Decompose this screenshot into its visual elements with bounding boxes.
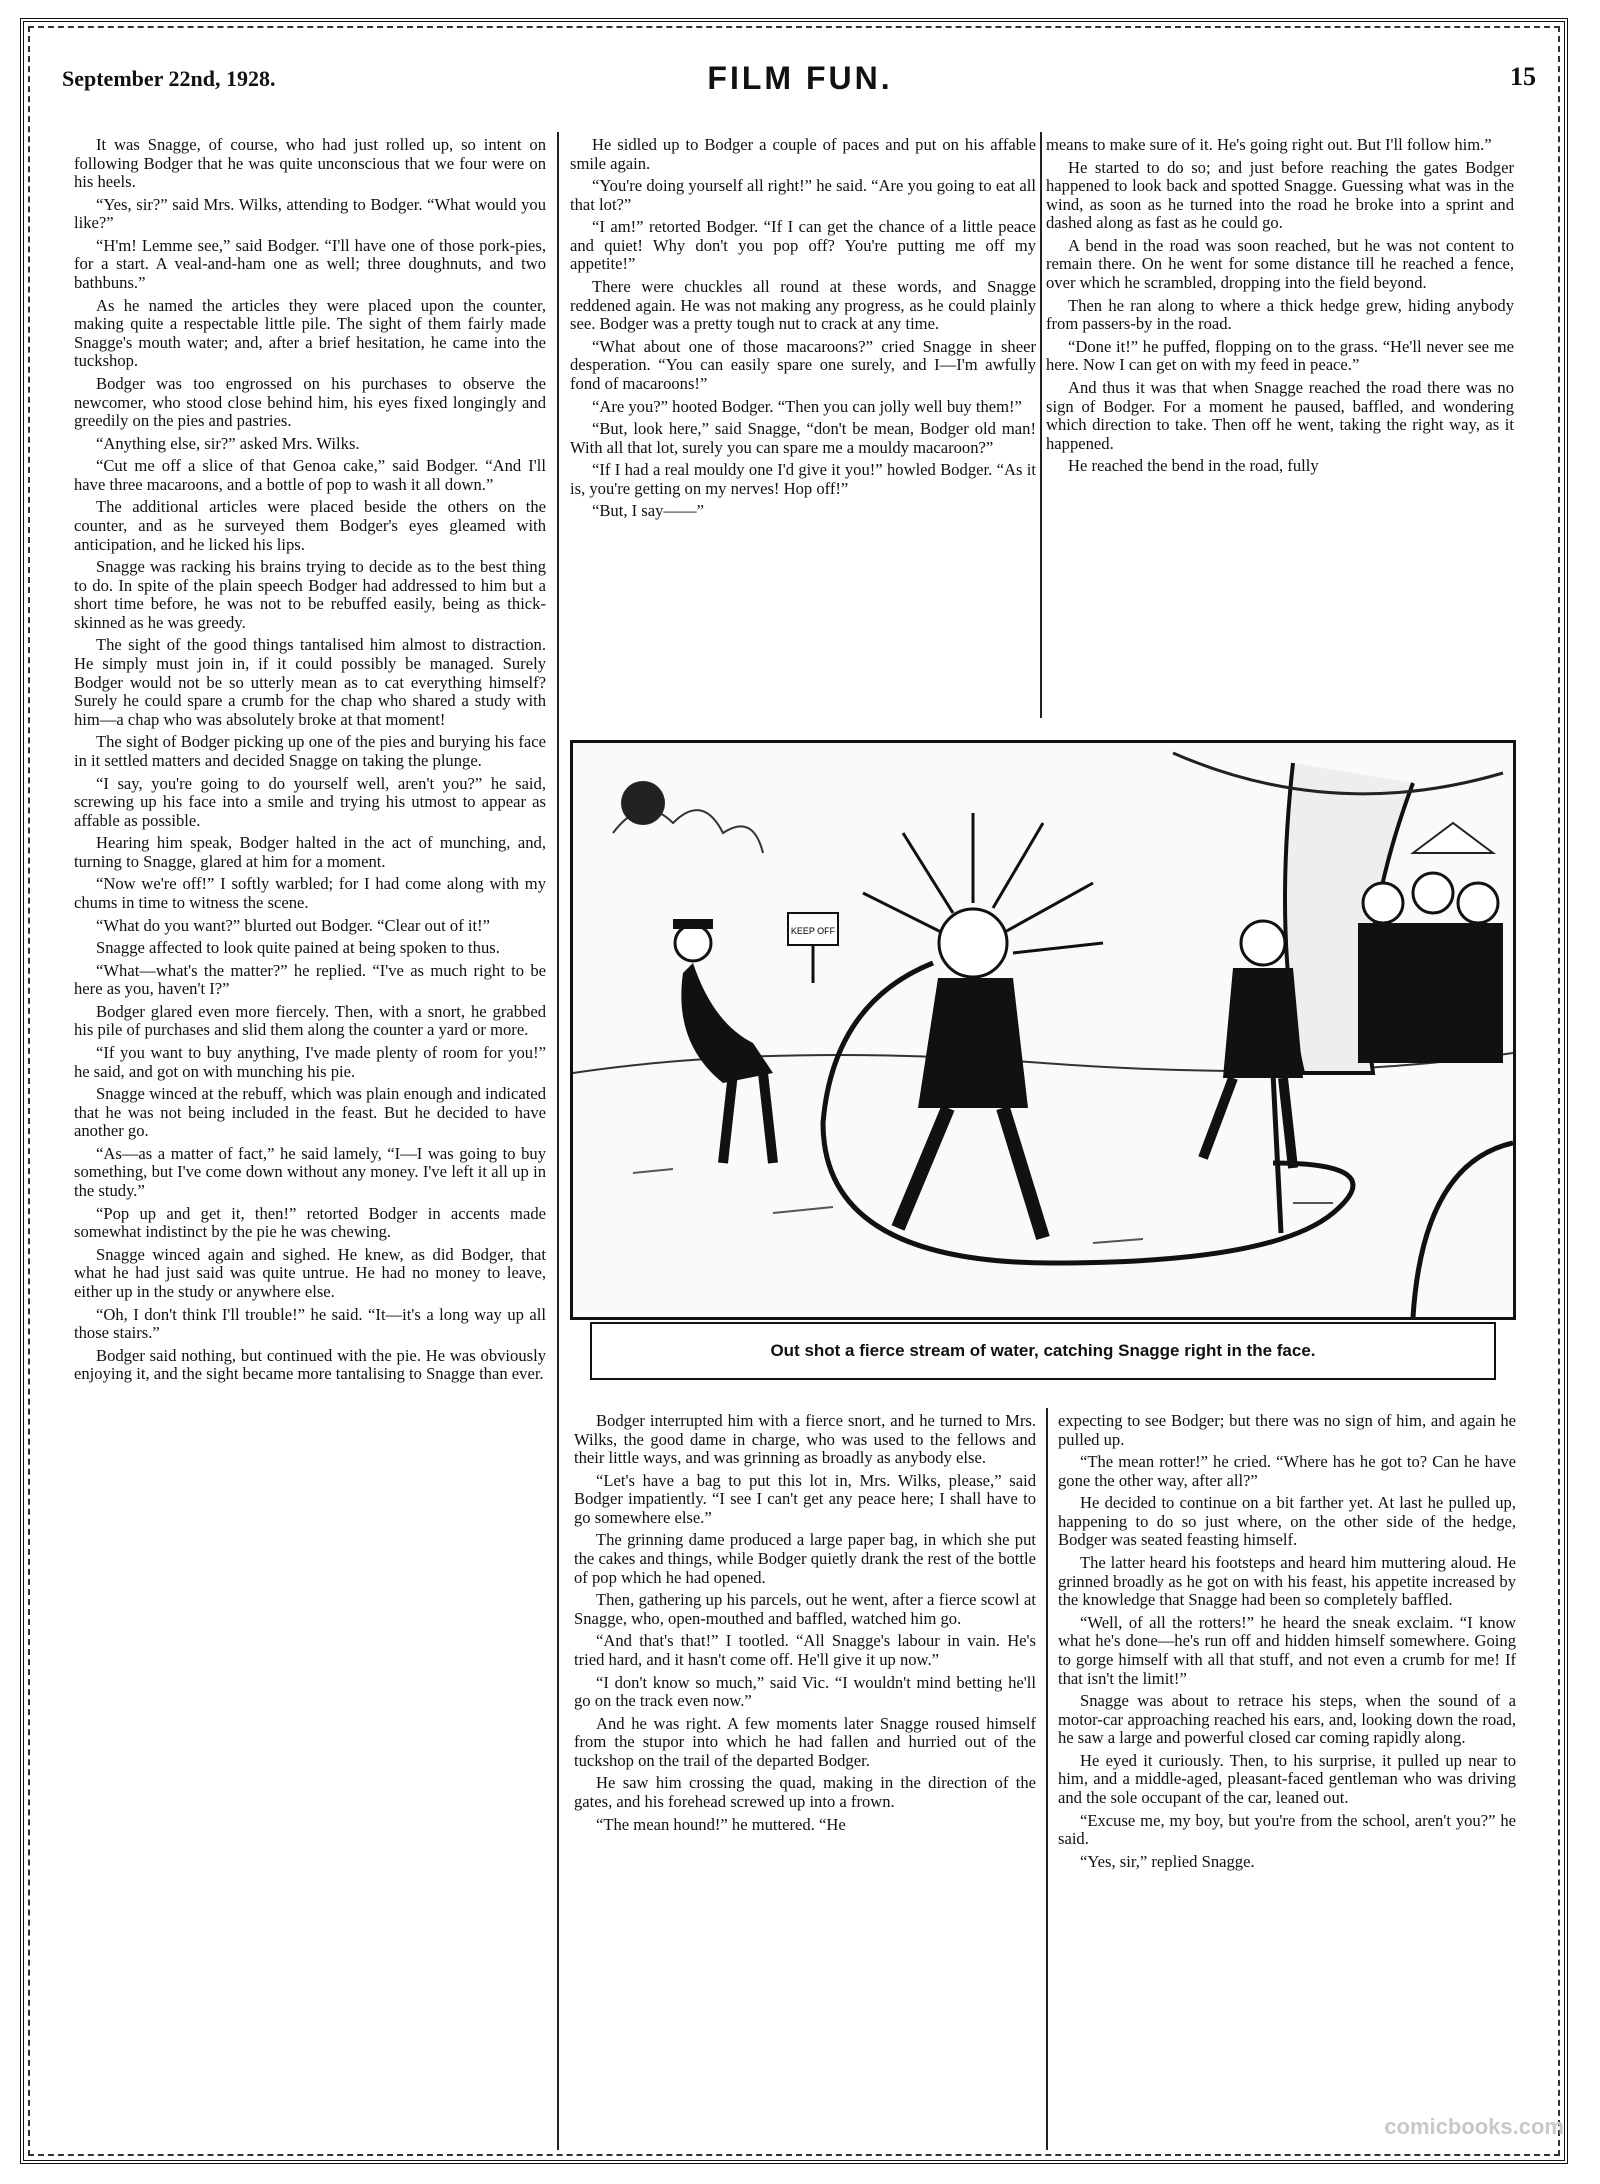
hose-scene-drawing [573,743,1513,1317]
paragraph: “I am!” retorted Bodger. “If I can get the chance of a little peace and quiet! Why don't you pop off? You're putting me off my appetite!” [570,217,1036,274]
paragraph: Snagge affected to look quite pained at being spoken to thus. [96,938,500,958]
paragraph: “But, look here,” said Snagge, “don't be mean, Bodger old man! With all that lot, surely you can spare me a mouldy macaroon?” [570,419,1036,457]
paragraph: Bodger said nothing, but continued with the pie. He was obviously enjoying it, and the sight became more tantalising to Snagge than ever. [74,1345,546,1384]
paragraph: Bodger interrupted him with a fierce snort, and he turned to Mrs. Wilks, the good dame in charge, who was used to the fellows and their little ways, and was grinning as broadly as anybody else. [574,1412,1036,1468]
paragraph: “Yes, sir?” said Mrs. Wilks, attending to Bodger. “What would you like?” [74,194,546,233]
paragraph: “Excuse me, my boy, but you're from the school, aren't you?” he said. [1058,1810,1516,1849]
paragraph: “Oh, I don't think I'll trouble!” he said. “It—it's a long way up all those stairs.” [74,1304,546,1343]
paragraph: “What—what's the matter?” he replied. “I've as much right to be here as you, haven't I?” [74,960,546,999]
paragraph: Snagge winced again and sighed. He knew, as did Bodger, that what he had just said was quite untrue. He had no money to leave, either up in the study or anywhere else. [74,1244,546,1301]
paragraph: expecting to see Bodger; but there was no sign of him, and again he pulled up. [1058,1412,1516,1449]
text-column-2 [570,136,1036,716]
page-header [54,60,1546,104]
illustration-caption: Out shot a fierce stream of water, catching Snagge right in the face. [590,1322,1496,1380]
paragraph: “If you want to buy anything, I've made plenty of room for you!” he said, and got on with munching his pie. [74,1043,546,1081]
paragraph: “Well, of all the rotters!” he heard the sneak exclaim. “I know what he's done—he's run off and hidden himself somewhere. Going to gorge himself with all that stuff, and not even a crumb for me! If that isn't the limit!” [1058,1612,1516,1688]
paragraph: “Yes, sir,” replied Snagge. [1080,1851,1255,1871]
paragraph: The sight of Bodger picking up one of the pies and burying his face in it settled matters and decided Snagge on taking the plunge. [74,732,546,770]
paragraph: “You're doing yourself all right!” he said. “Are you going to eat all that lot?” [570,176,1036,214]
paragraph: “Let's have a bag to put this lot in, Mrs. Wilks, please,” said Bodger impatiently. “I see I can't get any peace here; I shall have to go somewhere else.” [574,1470,1036,1527]
paragraph: “Pop up and get it, then!” retorted Bodger in accents made somewhat indistinct by the pie he was chewing. [74,1203,546,1242]
text-column-3 [1046,136,1514,716]
paragraph: The grinning dame produced a large paper bag, in which she put the cakes and things, while Bodger quietly drank the rest of the bottle of pop which he had opened. [574,1530,1036,1587]
paragraph: “What do you want?” blurted out Bodger. “Clear out of it!” [96,915,490,935]
paragraph: The additional articles were placed beside the others on the counter, and as he surveyed them Bodger's eyes gleamed with anticipation, and he licked his lips. [74,497,546,554]
keep-off-sign-text: KEEP OFF [790,926,836,936]
illustration [570,740,1516,1320]
paragraph: He reached the bend in the road, fully [1068,456,1319,476]
paragraph: “The mean hound!” he muttered. “He [596,1814,846,1834]
paragraph: “And that's that!” I tootled. “All Snagge's labour in vain. He's tried hard, and it hasn't come off. He'll give it up now.” [574,1631,1036,1669]
paragraph: He started to do so; and just before reaching the gates Bodger happened to look back and spotted Snagge. Guessing what was in the wind, as soon as he turned into the road he broke into a sprint and dashed along as fast as he could go. [1046,157,1514,233]
paragraph: As he named the articles they were placed upon the counter, making quite a respectable little pile. The sight of them fairly made Snagge's mouth water; and, after a brief hesitation, he came into the tuckshop. [74,295,546,371]
text-column-5 [1058,1412,1516,2152]
paragraph: “Are you?” hooted Bodger. “Then you can jolly well buy them!” [592,396,1022,416]
paragraph: He saw him crossing the quad, making in the direction of the gates, and his forehead screwed up into a frown. [574,1773,1036,1811]
paragraph: “Anything else, sir?” asked Mrs. Wilks. [96,433,360,453]
magazine-title: FILM FUN. [707,60,893,96]
paragraph: Hearing him speak, Bodger halted in the act of munching, and, turning to Snagge, glared at him for a moment. [74,833,546,871]
paragraph: “What about one of those macaroons?” cried Snagge in sheer desperation. “You can easily spare one surely, and I—I'm awfully fond of macaroons!” [570,336,1036,393]
issue-date: September 22nd, 1928. [62,66,276,91]
paragraph: “H'm! Lemme see,” said Bodger. “I'll have one of those pork-pies, for a start. A veal-and-ham one as well; three doughnuts, and two bathbuns.” [74,235,546,293]
paragraph: “Now we're off!” I softly warbled; for I had come along with my chums in time to witness the scene. [74,874,546,912]
paragraph: A bend in the road was soon reached, but he was not content to remain there. On he went for some distance till he reached a fence, over which he scrambled, dropping into the field beyond. [1046,235,1514,293]
paragraph: Bodger glared even more fiercely. Then, with a snort, he grabbed his pile of purchases and slid them along the counter a yard or more. [74,1001,546,1040]
paragraph: Then, gathering up his parcels, out he went, after a fierce scowl at Snagge, who, open-mouthed and baffled, watched him go. [574,1590,1036,1628]
paragraph: “If I had a real mouldy one I'd give it you!” howled Bodger. “As it is, you're getting on my nerves! Hop off!” [570,460,1036,498]
paragraph: means to make sure of it. He's going right out. But I'll follow him.” [1046,136,1492,154]
column-rule [1040,132,1042,718]
paragraph: And he was right. A few moments later Snagge roused himself from the stupor into which he had fallen and hurried out of the tuckshop on the trail of the departed Bodger. [574,1713,1036,1770]
text-column-1 [74,136,546,2146]
paragraph: Snagge winced at the rebuff, which was plain enough and indicated that he was not being included in the feast. But he decided to have another go. [74,1084,546,1141]
paragraph: “I don't know so much,” said Vic. “I wouldn't mind betting he'll go on the track even now.” [574,1672,1036,1711]
paragraph: Snagge was about to retrace his steps, when the sound of a motor-car approaching reached his ears, and, looking down the road, he saw a large and powerful closed car coming rapidly along. [1058,1691,1516,1748]
paragraph: “As—as a matter of fact,” he said lamely, “I—I was going to buy something, but I've come down without any money. I've left it all up in the study.” [74,1143,546,1201]
paragraph: He sidled up to Bodger a couple of paces and put on his affable smile again. [570,136,1036,173]
paragraph: “I say, you're going to do yourself well, aren't you?” he said, screwing up his face into a smile and trying his utmost to appear as affable as possible. [74,773,546,830]
paragraph: He decided to continue on a bit farther yet. At last he pulled up, happening to do so just where, on the other side of the hedge, Bodger was seated feasting himself. [1058,1493,1516,1550]
page-number: 15 [1510,62,1536,91]
text-column-4 [574,1412,1036,2152]
paragraph: “The mean rotter!” he cried. “Where has he got to? Can he have gone the other way, after all?” [1058,1452,1516,1490]
paragraph: “But, I say——” [592,501,704,521]
paragraph: He eyed it curiously. Then, to his surprise, it pulled up near to him, and a middle-aged, pleasant-faced gentleman who was driving and the sole occupant of the car, leaned out. [1058,1750,1516,1807]
paragraph: It was Snagge, of course, who had just rolled up, so intent on following Bodger that he was quite unconscious that we four were on his heels. [74,136,546,192]
paragraph: The sight of the good things tantalised him almost to distraction. He simply must join in, if it could possibly be managed. Surely Bodger would not be so utterly mean as to cat everything himself? Surely he could spare a crumb for the chap who shared a study with him—a chap who was absolutely broke at that moment! [74,635,546,729]
paragraph: Then he ran along to where a thick hedge grew, hiding anybody from passers-by in the road. [1046,295,1514,334]
watermark-text: comicbooks.com [1384,2114,1564,2139]
paragraph: “Done it!” he puffed, flopping on to the grass. “He'll never see me here. Now I can get on with my feed in peace.” [1046,336,1514,375]
paragraph: Snagge was racking his brains trying to decide as to the best thing to do. In spite of the plain speech Bodger had addressed to him but a short time before, he was not to be rebuffed easily, being as thick-skinned as he was greedy. [74,557,546,632]
paragraph: There were chuckles all round at these words, and Snagge reddened again. He was not making any progress, as he could plainly see. Bodger was a pretty tough nut to crack at any time. [570,277,1036,334]
paragraph: And thus it was that when Snagge reached the road there was no sign of Bodger. For a moment he paused, baffled, and wondering which direction to take. Then off he went, taking the right way, as it happened. [1046,377,1514,453]
column-rule [557,132,559,2150]
paragraph: “Cut me off a slice of that Genoa cake,” said Bodger. “And I'll have three macaroons, and a bottle of pop to wash it all down.” [74,456,546,494]
column-rule [1046,1408,1048,2150]
paragraph: The latter heard his footsteps and heard him muttering aloud. He grinned broadly as he got on with his feast, his appetite increased by the knowledge that Snagge had been so completely baffled. [1058,1553,1516,1610]
paragraph: Bodger was too engrossed on his purchases to observe the newcomer, who stood close behind him, his eyes fixed longingly and greedily on the pies and pastries. [74,373,546,431]
